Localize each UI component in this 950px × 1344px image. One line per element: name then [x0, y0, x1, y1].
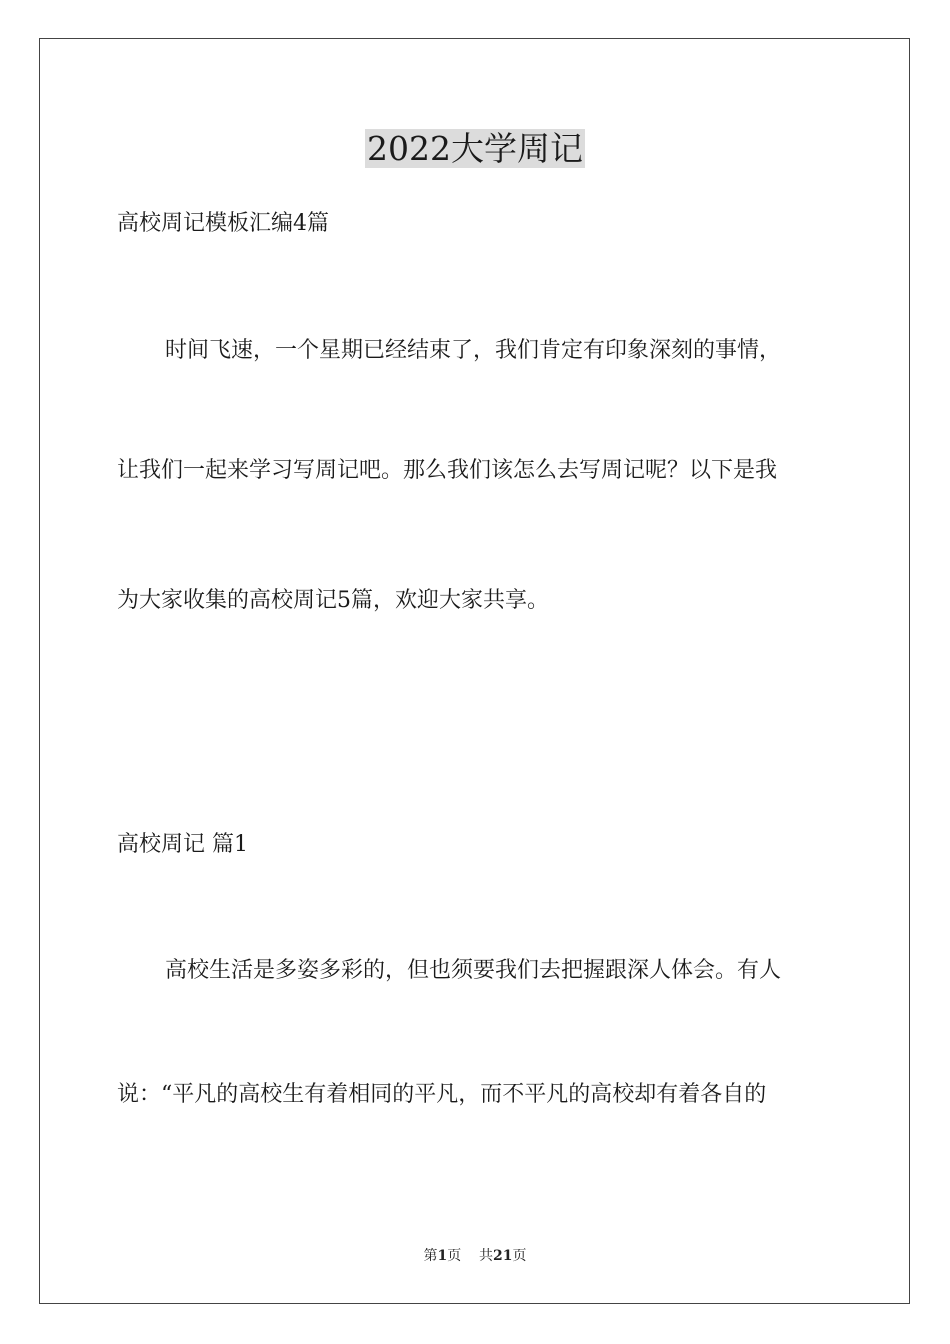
- intro-line-3: 为大家收集的高校周记5篇，欢迎大家共享。: [117, 588, 549, 613]
- page-footer: [0, 1246, 950, 1266]
- footer-total-suffix: 页: [512, 1248, 527, 1264]
- document-title: [0, 124, 950, 174]
- footer-total-pages: 21: [493, 1248, 513, 1264]
- intro-line-2: 让我们一起来学习写周记吧。那么我们该怎么去写周记呢？以下是我: [117, 458, 778, 483]
- document-title-text: 2022大学周记: [367, 129, 583, 168]
- footer-page-prefix: 第: [423, 1248, 438, 1264]
- footer-page-suffix: 页: [447, 1248, 462, 1264]
- footer-total-prefix: 共: [479, 1248, 494, 1264]
- intro-line-1: 时间飞速，一个星期已经结束了，我们肯定有印象深刻的事情，: [165, 338, 782, 363]
- section-line-1: 高校生活是多姿多彩的，但也须要我们去把握跟深人体会。有人: [165, 958, 782, 983]
- footer-page-number: 1: [437, 1248, 448, 1264]
- section-line-2: 说：“平凡的高校生有着相同的平凡，而不平凡的高校却有着各自的: [117, 1082, 767, 1107]
- section-heading: 高校周记 篇1: [117, 832, 248, 857]
- document-subtitle: 高校周记模板汇编4篇: [117, 211, 329, 236]
